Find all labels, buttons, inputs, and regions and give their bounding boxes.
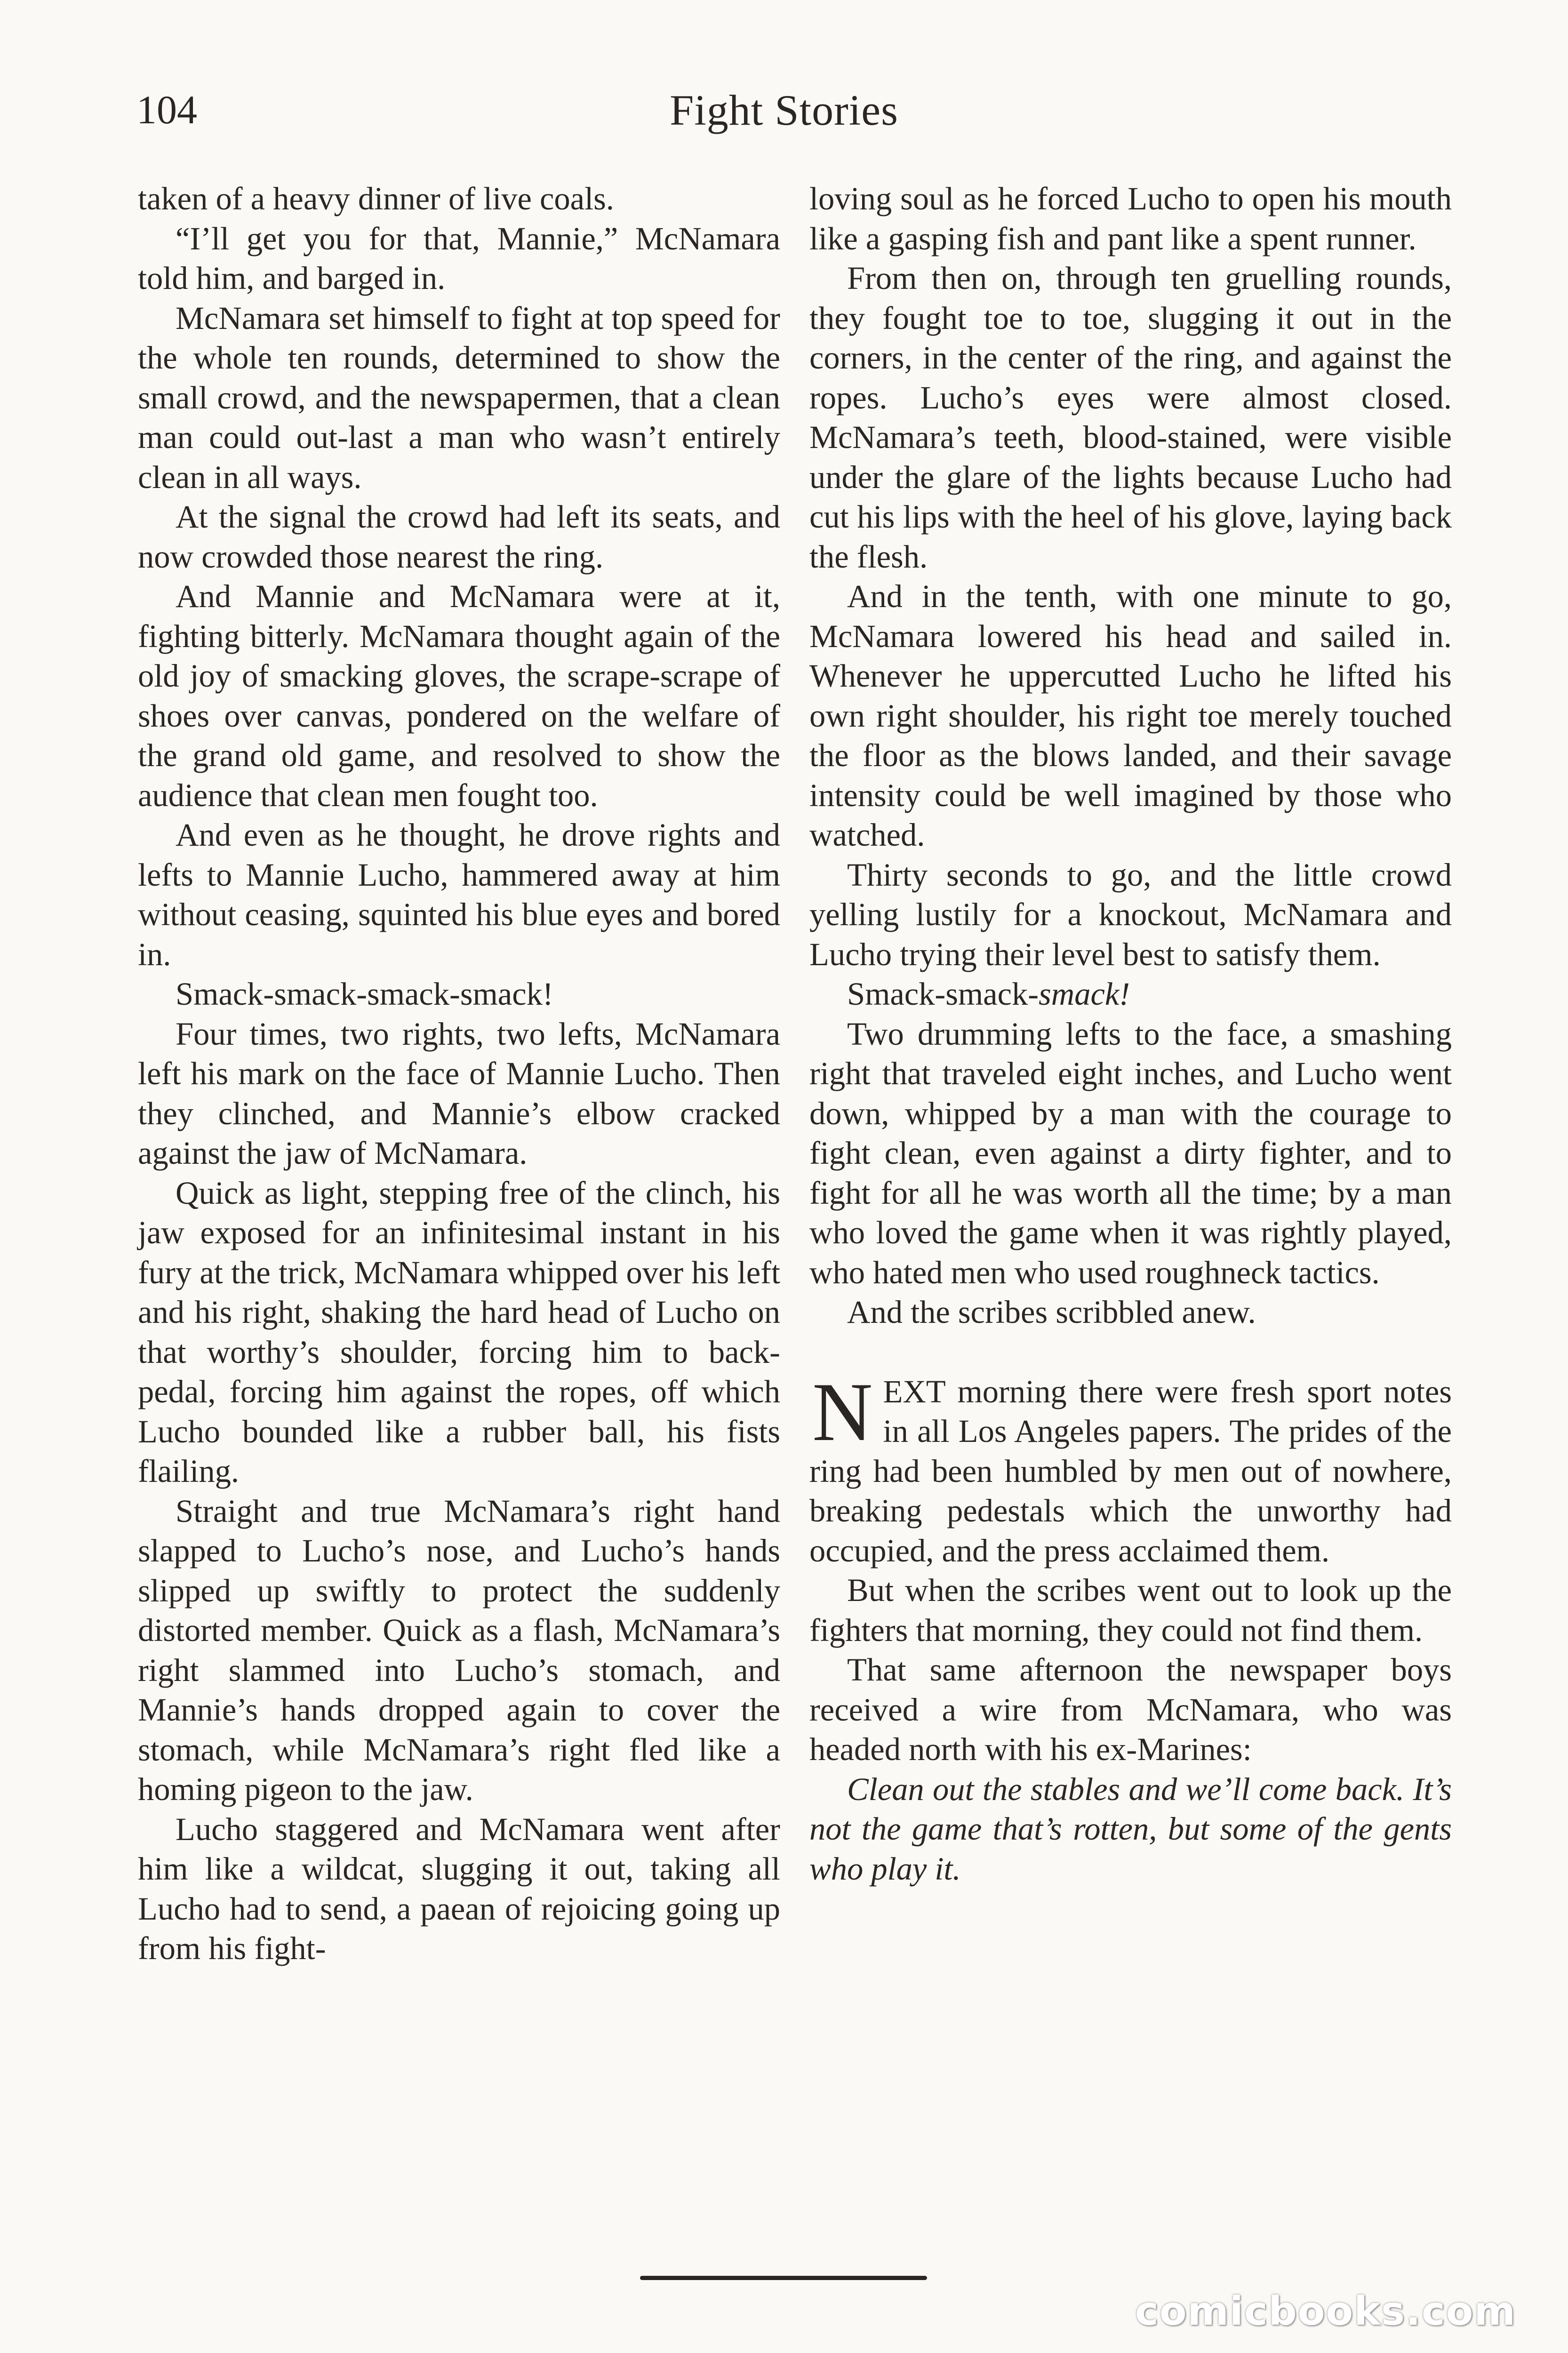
paragraph: At the signal the crowd had left its seats, and now crowded those nearest the ring. (138, 499, 780, 575)
paragraph: Straight and true McNamara’s right hand slapped to Lucho’s nose, and Lucho’s hands slipped up swiftly to protect the suddenly distorted member. Quick as a flash, McNamara’s right slammed into Lucho’s stomach, and Mannie’s hands dropped again to cover the stomach, while McNamara’s right fled like a homing pigeon to the jaw. (138, 1493, 780, 1807)
running-title: Fight Stories (670, 86, 898, 134)
paragraph: Two drumming lefts to the face, a smashing right that traveled eight inches, and Lucho went down, whipped by a man with the courage to fight clean, even against a dirty fighter, and to fight for all he was worth all the time; by a man who loved the game when it was rightly played, who hated men who used roughneck tactics. (809, 1016, 1452, 1290)
section-break (809, 1332, 1452, 1372)
paragraph: taken of a heavy dinner of live coals. (138, 181, 614, 216)
right-column (809, 179, 1452, 1889)
paragraph: Smack-smack-smack-smack! (176, 976, 553, 1012)
end-of-story-rule (640, 2276, 927, 2280)
paragraph: But when the scribes went out to look up the fighters that morning, they could not find them. (809, 1572, 1452, 1648)
sound-effect-italic: smack! (1039, 976, 1130, 1012)
paragraph: McNamara set himself to fight at top speed for the whole ten rounds, determined to show the small crowd, and the newspapermen, that a clean man could out-last a man who wasn’t entirely clean in all ways. (138, 300, 780, 495)
drop-cap-paragraph-text: EXT morning there were fresh sport notes in all Los Angeles papers. The prides of the ring had been humbled by men out of nowhere, breaking pedestals which the unworthy had occupied, and the press acclaimed them. (809, 1373, 1452, 1569)
paragraph: loving soul as he forced Lucho to open his mouth like a gasping fish and pant like a spent runner. (809, 181, 1452, 256)
paragraph: From then on, through ten gruelling rounds, they fought toe to toe, slugging it out in the corners, in the center of the ring, and against the ropes. Lucho’s eyes were almost closed. McNamara’s teeth, blood-stained, were visible under the glare of the lights because Lucho had cut his lips with the heel of his glove, laying back the flesh. (809, 260, 1452, 575)
page-number: 104 (136, 87, 197, 132)
watermark: comicbooks.com (1135, 2288, 1516, 2334)
paragraph: That same afternoon the newspaper boys received a wire from McNamara, who was headed north with his ex-Marines: (809, 1652, 1452, 1767)
paragraph: Four times, two rights, two lefts, McNamara left his mark on the face of Mannie Lucho. Then they clinched, and Mannie’s elbow cracked against the jaw of McNamara. (138, 1016, 780, 1171)
paragraph: “I’ll get you for that, Mannie,” McNamara told him, and barged in. (138, 220, 780, 296)
sound-effect-line (809, 974, 1452, 1014)
paragraph: Thirty seconds to go, and the little crowd yelling lustily for a knockout, McNamara and Lucho trying their level best to satisfy them. (809, 856, 1452, 972)
paragraph: Quick as light, stepping free of the clinch, his jaw exposed for an infinitesimal instant in his fury at the trick, McNamara whipped over his left and his right, shaking the hard head of Lucho on that worthy’s shoulder, forcing him to back-pedal, forcing him against the ropes, off which Lucho bounded like a rubber ball, his fists flailing. (138, 1175, 780, 1489)
paragraph: And Mannie and McNamara were at it, fighting bitterly. McNamara thought again of the old joy of smacking gloves, the scrape-scrape of shoes over canvas, pondered on the welfare of the grand old game, and resolved to show the audience that clean men fought too. (138, 578, 780, 813)
paragraph: And the scribes scribbled anew. (847, 1294, 1256, 1330)
telegram-text: Clean out the stables and we’ll come back. It’s not the game that’s rotten, but some of the gents who play it. (809, 1771, 1452, 1887)
drop-cap: N (812, 1365, 873, 1458)
paragraph: And even as he thought, he drove rights and lefts to Mannie Lucho, hammered away at him without ceasing, squinted his blue eyes and bored in. (138, 817, 780, 972)
paragraph: And in the tenth, with one minute to go, McNamara lowered his head and sailed in. Whenever he uppercutted Lucho he lifted his own right shoulder, his right toe merely touched the floor as the blows landed, and their savage intensity could be well imagined by those who watched. (809, 578, 1452, 853)
drop-cap-paragraph (809, 1365, 1452, 1571)
sound-effect-plain: Smack-smack- (847, 976, 1039, 1012)
paragraph: Lucho staggered and McNamara went after him like a wildcat, slugging it out, taking all Lucho had to send, a paean of rejoicing going up from his fight- (138, 1811, 780, 1966)
left-column (138, 179, 780, 1969)
